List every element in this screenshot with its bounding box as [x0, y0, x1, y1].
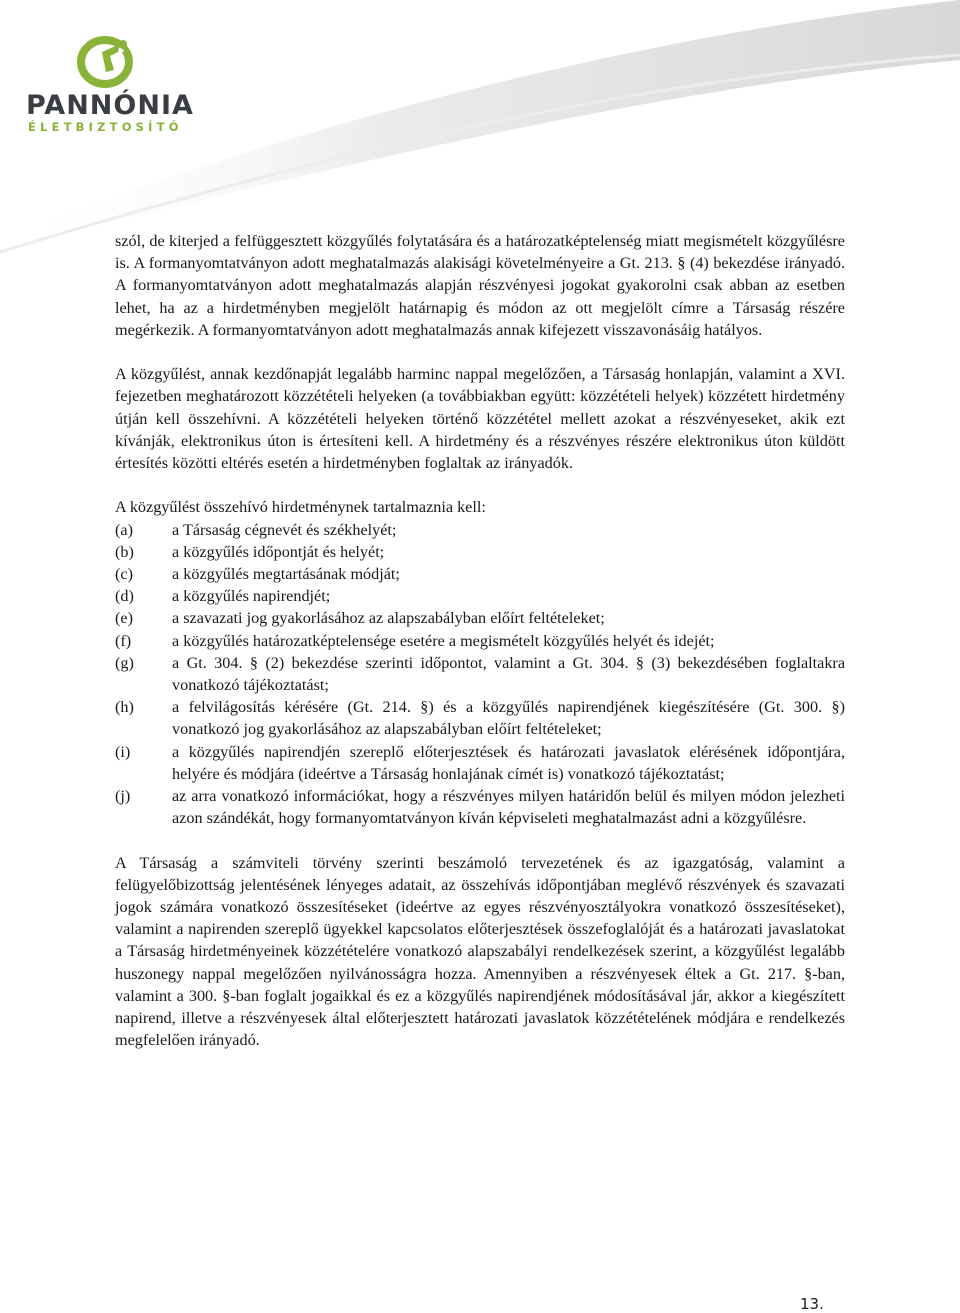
- pannonia-emblem-icon: [76, 34, 138, 90]
- list-item: [115, 607, 845, 629]
- list-item-label: (i): [115, 742, 131, 761]
- list-item: [115, 585, 845, 607]
- list-item: [115, 696, 845, 740]
- list-item: [115, 541, 845, 563]
- list-item-text: a közgyűlés időpontját és helyét;: [172, 542, 385, 561]
- list-item: [115, 630, 845, 652]
- list-intro: A közgyűlést összehívó hirdetménynek tartalmaznia kell:: [115, 498, 486, 517]
- list-item: [115, 785, 845, 829]
- list-item-text: a közgyűlés napirendjét;: [172, 587, 331, 606]
- list-item: [115, 741, 845, 785]
- logo-brand-name: PANNÓNIA: [26, 90, 194, 121]
- list-item-text: a szavazati jog gyakorlásához az alapszabályban előírt feltételeket;: [172, 609, 605, 628]
- list-item-label: (f): [115, 631, 132, 650]
- page-number: 13.: [800, 1295, 824, 1313]
- list-item-text: a közgyűlés megtartásának módját;: [172, 565, 400, 584]
- list-item-text: a felvilágosítás kérésére (Gt. 214. §) és a közgyűlés napirendjének kiegészítésére (Gt. 300. §) vonatkozó jog gyakorlásához az alapszabályban előírt feltételeket;: [172, 698, 845, 739]
- list-item: [115, 652, 845, 696]
- list-item-text: az arra vonatkozó információkat, hogy a részvényes milyen határidőn belül és milyen módon jelezheti azon szándékát, hogy formanyomtatványon kíván képviseleti meghatalmazást adni a közgyűlésre.: [172, 787, 845, 828]
- list-item-label: (e): [115, 609, 133, 628]
- document-body: [115, 230, 845, 1074]
- list-item-label: (c): [115, 565, 133, 584]
- list-item-label: (g): [115, 653, 134, 672]
- paragraph-convening: A közgyűlést, annak kezdőnapját legalább harminc nappal megelőzően, a Társaság honlapján, valamint a XVI. fejezetben meghatározott közzétételi helyeken (a továbbiakban együtt: közzétételi helyek) közzétett hirdetmény útján kell összehívni. A közzétételi helyeken történő közzététel mellett azokat a részvényeseket, akik ezt kívánják, elektronikus úton is értesíteni kell. A hirdetmény és a részvényes részére elektronikus úton küldött értesítés közötti eltérés esetén a hirdetményben foglaltak az irányadók.: [115, 365, 845, 473]
- list-item-label: (b): [115, 542, 134, 561]
- notice-requirements-list: [115, 519, 845, 830]
- list-item-label: (j): [115, 787, 131, 806]
- list-item-text: a Társaság cégnevét és székhelyét;: [172, 520, 397, 539]
- logo-subtitle: ÉLETBIZTOSÍTÓ: [28, 120, 183, 134]
- list-item-label: (h): [115, 698, 134, 717]
- paragraph-disclosure: A Társaság a számviteli törvény szerinti beszámoló tervezetének és az igazgatóság, valamint a felügyelőbizottság jelentésének lényeges adatait, az összehívás időpontjában meglévő részvények és szavazati jogok számára vonatkozó összesítéseket (ideértve az egyes részvényosztályokra vonatkozó összesítéseket), valamint a napirenden szereplő ügyekkel kapcsolatos előterjesztések összefoglalóját és a határozati javaslatokat a Társaság hirdetményeinek közzétételére vonatkozó alapszabályi rendelkezések szerint, a közgyűlést legalább huszonegy nappal megelőzően nyilvánosságra hozza. Amennyiben a részvényesek éltek a Gt. 217. §-ban, valamint a 300. §-ban foglalt jogaikkal és ez a közgyűlés napirendjének módosításával jár, akkor a kiegészített napirend, illetve a részvényesek által előterjesztett határozati javaslatok közzétételének módjára e rendelkezés megfelelően irányadó.: [115, 853, 845, 1050]
- company-logo: [26, 34, 196, 134]
- paragraph-proxy-form: szól, de kiterjed a felfüggesztett közgyűlés folytatására és a határozatképtelenség miatt megismételt közgyűlésre is. A formanyomtatványon adott meghatalmazás alakisági követelményeire a Gt. 213. § (4) bekezdése irányadó. A formanyomtatványon adott meghatalmazás alapján részvényesi jogokat gyakorolni csak abban az esetben lehet, ha az a hirdetményben megjelölt határnapig és módon az ott megjelölt címre a Társaság részére megérkezik. A formanyomtatványon adott meghatalmazás annak kifejezett visszavonásáig hatályos.: [115, 232, 845, 339]
- list-item-text: a közgyűlés napirendjén szereplő előterjesztések és határozati javaslatok elérésének időpontjára, helyére és módjára (ideértve a Társaság honlajának címét is) vonatkozó tájékoztatást;: [172, 742, 845, 783]
- list-item: [115, 563, 845, 585]
- list-item-label: (a): [115, 520, 133, 539]
- list-item-text: a Gt. 304. § (2) bekezdése szerinti időpontot, valamint a Gt. 304. § (3) bekezdésében foglaltakra vonatkozó tájékoztatást;: [172, 653, 845, 695]
- list-item: [115, 519, 845, 541]
- list-item-text: a közgyűlés határozatképtelensége esetére a megismételt közgyűlés helyét és idejét;: [172, 631, 715, 650]
- list-item-label: (d): [115, 587, 134, 606]
